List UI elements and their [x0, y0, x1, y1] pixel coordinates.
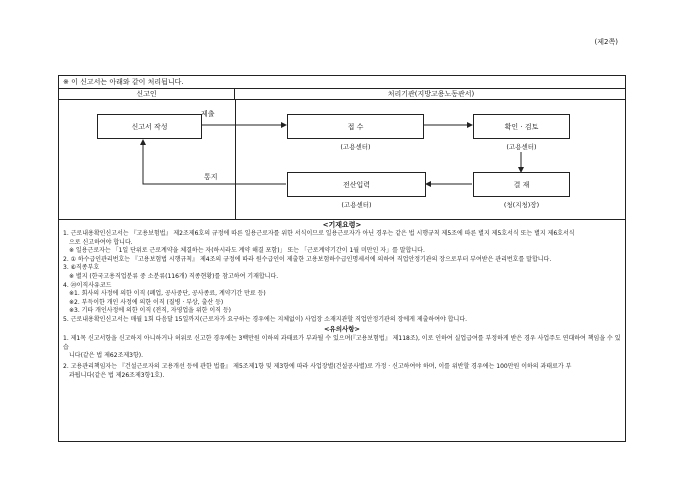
agency-header: 처리기관(지방고용노동관서)	[387, 90, 475, 98]
column-headers	[59, 89, 625, 100]
guide-line: ※2. 부득이한 개인 사정에 의한 이직 (질병 · 부상, 출산 등)	[69, 298, 224, 306]
guide-title: <기재요령>	[322, 221, 362, 229]
data-entry-office: (고용센터)	[341, 201, 372, 209]
guide-line: 으로 신고하여야 합니다.	[69, 238, 133, 246]
form-number: (제2쪽)	[594, 38, 618, 46]
process-frame	[58, 75, 626, 442]
data-entry-box: 전산입력	[287, 172, 426, 197]
caution-title: <유의사항>	[323, 324, 360, 333]
receipt-office: (고용센터)	[340, 143, 371, 151]
process-flow	[59, 100, 625, 220]
guide-line: 3. ⑥직종부호	[63, 264, 100, 272]
caution-line: 과됩니다(같은 법 제26조제3항1호).	[69, 371, 165, 379]
guide-text	[63, 230, 621, 380]
notify-label: 통지	[204, 173, 218, 181]
review-box: 확인 · 검토	[473, 114, 570, 139]
caution-line: 니다(같은 법 제62조제3항).	[69, 352, 144, 360]
submit-label: 제출	[201, 110, 215, 118]
guide-line: ※1. 회사의 사정에 의한 이직 (폐업, 공사중단, 공사종료, 계약기간 만료 등)	[69, 290, 266, 298]
guide-line: ※ 별지 (한국고용직업분류 중 소분류(116개) 직종현황)를 참고하여 기재합니다.	[69, 272, 279, 280]
caution-line: 1. 제1목 신고서항을 신고하지 아니하거나 허위로 신고한 경우에는 3백만원 이하의 과태료가 부과될 수 있으며(『고용보험법』 제118조), 이로 인하여 실업급여를 부정하게 받은 경우 사업주도 연대하여 책임을 수 있습	[63, 335, 621, 351]
approve-office: (청(지청)장)	[503, 201, 540, 209]
guide-line: ※ 일용근로자는 「1일 단위로 근로계약을 체결하는 자(하시라도 계약 해결 포함)」 또는 「근로계약기간이 1월 미만인 자」를 말합니다.	[69, 247, 425, 255]
caution-line: 2. 고용관리책임자는 『건설근로자의 고용개선 등에 관한 법률』 제5조제1항 및 제3항에 따라 사업장별(건설공사별)로 가정 · 신고하여야 하며, 이를 위반할 경우에는 100만원 이하의 과태료가 부	[63, 362, 572, 370]
guide-line: 5. 근로내용확인신고서는 매월 1회 다음달 15일까지(근로자가 요구하는 경우에는 지체없이) 사업장 소재지관할 직업안정기관의 장에게 제출하여야 합니다.	[63, 315, 468, 323]
guide-line: ※3. 기타 개인사정에 의한 이직 (전직, 자영업을 위한 이직 등)	[69, 307, 232, 315]
guide-line: 4. ⑳이직사유코드	[63, 281, 112, 289]
write-report-box: 신고서 작성	[97, 114, 202, 139]
guide-line: 1. 근로내용확인신고서는 『고용보험법』 제2조제6호의 규정에 따른 일용근로자를 위한 서식이므로 일용근로자가 아닌 경우는 같은 법 시행규칙 제5조에 따른 별지 제5호서식 또는 별지 제6호서식	[63, 230, 575, 237]
applicant-header: 신고인	[59, 89, 235, 100]
process-notice: ※ 이 신고서는 아래와 같이 처리됩니다.	[59, 76, 625, 89]
receipt-box: 접 수	[287, 114, 424, 139]
approve-box: 결 재	[473, 172, 570, 197]
review-office: (고용센터)	[506, 143, 537, 151]
guide-line: 2. ① 하수급인관리번호는 『고용보험법 시행규칙』 제4조의 규정에 따라 원수급인이 제출한 고용보험하수급인명세서에 의하여 직업안정기관의 장으로부터 부여받은 관리번호를 말합니다.	[63, 255, 552, 263]
